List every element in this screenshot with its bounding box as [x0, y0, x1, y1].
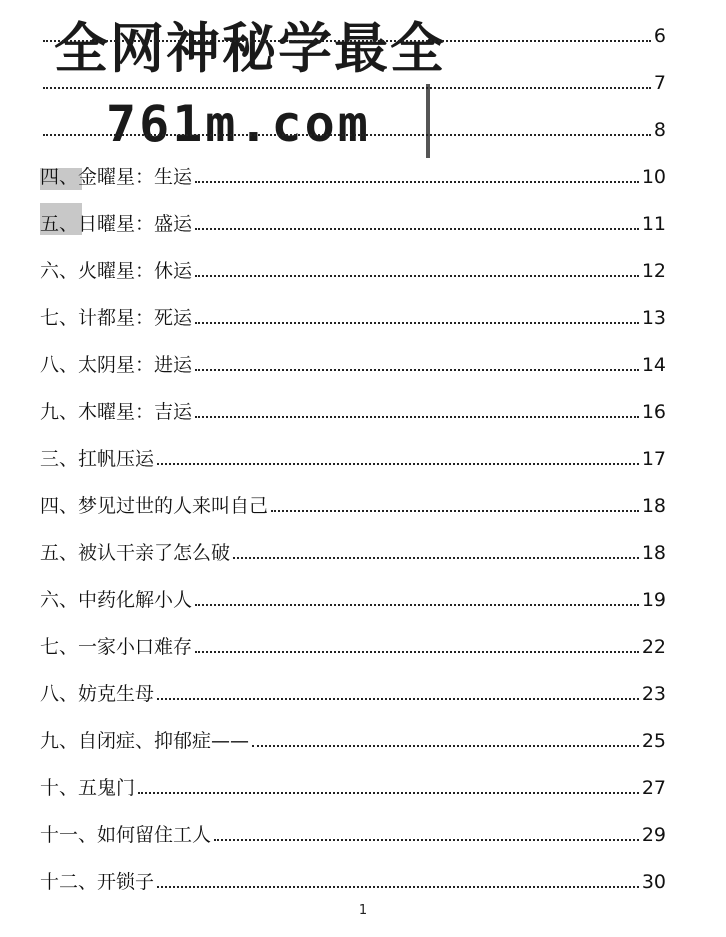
toc-entry[interactable] — [40, 394, 666, 424]
toc-entry-page: 25 — [641, 730, 666, 752]
toc-entry-page: 27 — [641, 777, 666, 799]
toc-entry[interactable] — [40, 676, 666, 706]
toc-entry[interactable] — [40, 112, 666, 142]
toc-entry-page: 6 — [653, 25, 666, 47]
toc-entry-title: 四、梦见过世的人来叫自己 — [40, 495, 269, 517]
toc-entry[interactable] — [40, 206, 666, 236]
toc-entry-page: 12 — [641, 260, 666, 282]
toc-entry[interactable] — [40, 18, 666, 48]
toc-leader-dots — [43, 40, 651, 42]
toc-entry[interactable] — [40, 629, 666, 659]
toc-leader-dots — [271, 510, 639, 512]
toc-entry-page: 13 — [641, 307, 666, 329]
toc-entry-page: 29 — [641, 824, 666, 846]
toc-entry-page: 18 — [641, 542, 666, 564]
page-number: 1 — [358, 903, 368, 918]
toc-leader-dots — [43, 134, 651, 136]
toc-entry[interactable] — [40, 817, 666, 847]
watermark-title: 全网神秘学最全 — [54, 17, 446, 80]
toc-entry[interactable] — [40, 582, 666, 612]
toc-entry-title: 七、计都星：死运 — [40, 307, 193, 329]
toc-entry[interactable] — [40, 159, 666, 189]
toc-entry[interactable] — [40, 253, 666, 283]
toc-leader-dots — [43, 87, 651, 89]
toc-entry-title: 三、扛帆压运 — [40, 448, 155, 470]
toc-entry-page: 17 — [641, 448, 666, 470]
toc-entry-page: 19 — [641, 589, 666, 611]
toc-entry-title: 十一、如何留住工人 — [40, 824, 212, 846]
toc-leader-dots — [195, 416, 639, 418]
toc-leader-dots — [233, 557, 639, 559]
toc-entry-title: 五、日曜星：盛运 — [40, 213, 193, 235]
toc-entry-title: 七、一家小口难存 — [40, 636, 193, 658]
toc-entry-page: 30 — [641, 871, 666, 893]
toc-entry[interactable] — [40, 300, 666, 330]
toc-entry-page: 18 — [641, 495, 666, 517]
toc-leader-dots — [157, 698, 639, 700]
toc-entry[interactable] — [40, 65, 666, 95]
toc-entry-page: 11 — [641, 213, 666, 235]
toc-entry-title: 十二、开锁子 — [40, 871, 155, 893]
toc-entry-page: 16 — [641, 401, 666, 423]
toc-leader-dots — [157, 463, 639, 465]
toc-entry-page: 22 — [641, 636, 666, 658]
toc-entry-page: 8 — [653, 119, 666, 141]
toc-leader-dots — [138, 792, 639, 794]
toc-leader-dots — [252, 745, 639, 747]
toc-leader-dots — [195, 228, 639, 230]
toc-entry-title: 五、被认干亲了怎么破 — [40, 542, 231, 564]
toc-entry-title: 九、木曜星：吉运 — [40, 401, 193, 423]
toc-entry[interactable] — [40, 770, 666, 800]
toc-entry[interactable] — [40, 441, 666, 471]
toc-entry[interactable] — [40, 864, 666, 894]
toc-entry-page: 23 — [641, 683, 666, 705]
toc-leader-dots — [157, 886, 639, 888]
toc-entry[interactable] — [40, 723, 666, 753]
toc-entry-title: 九、自闭症、抑郁症—— — [40, 730, 250, 752]
toc-entry-page: 7 — [653, 72, 666, 94]
toc-entry[interactable] — [40, 488, 666, 518]
toc-leader-dots — [214, 839, 639, 841]
toc-leader-dots — [195, 275, 639, 277]
toc-entry[interactable] — [40, 347, 666, 377]
toc-entry-page: 10 — [641, 166, 666, 188]
toc-leader-dots — [195, 604, 639, 606]
toc-entry-title: 八、妨克生母 — [40, 683, 155, 705]
toc-leader-dots — [195, 369, 639, 371]
toc-entry-title: 四、金曜星：生运 — [40, 166, 193, 188]
toc-entry-title: 六、中药化解小人 — [40, 589, 193, 611]
toc-leader-dots — [195, 322, 639, 324]
toc-leader-dots — [195, 651, 639, 653]
toc-entry-title: 八、太阴星：进运 — [40, 354, 193, 376]
watermark-url: 761m.com — [106, 95, 371, 153]
toc-entry-title: 十、五鬼门 — [40, 777, 136, 799]
toc-entry-title: 六、火曜星：休运 — [40, 260, 193, 282]
toc-entry[interactable] — [40, 535, 666, 565]
toc-leader-dots — [195, 181, 639, 183]
toc-entry-page: 14 — [641, 354, 666, 376]
